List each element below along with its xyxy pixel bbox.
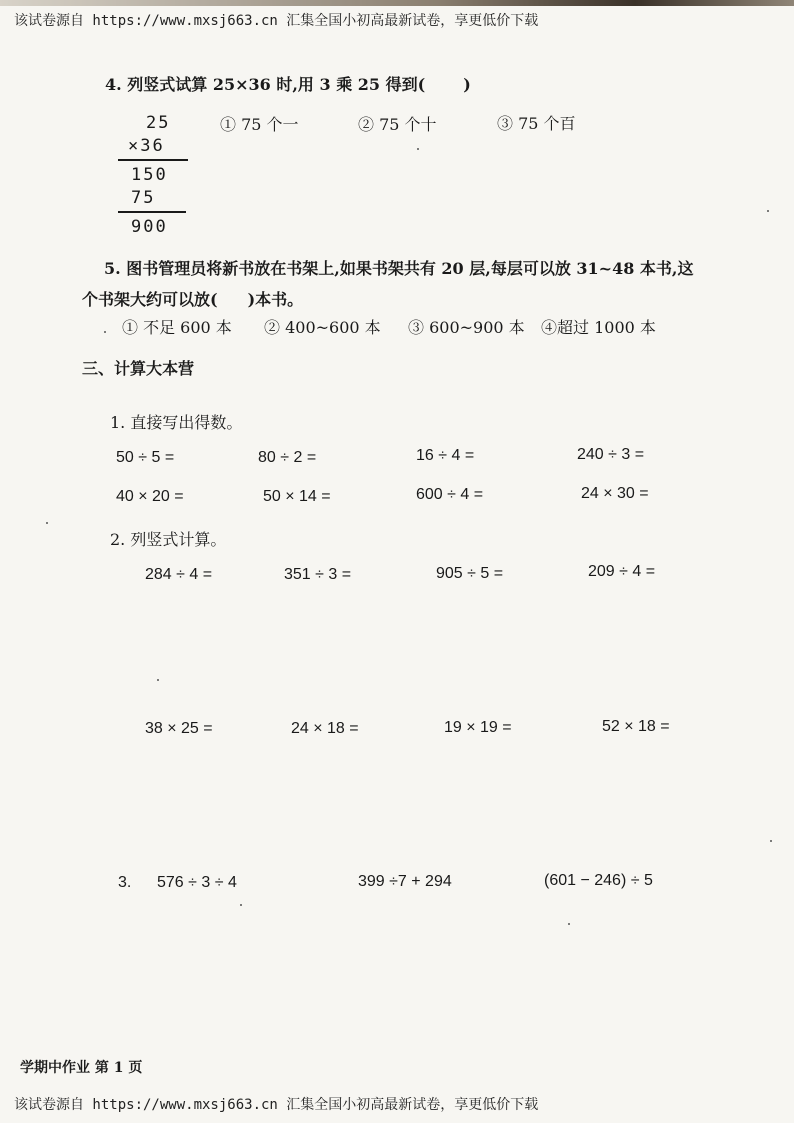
vertical-partial-2: 75: [131, 188, 156, 208]
part-2-title: 2. 列竖式计算。: [110, 530, 227, 549]
vertical-calc-6: 24 × 18 =: [291, 720, 359, 737]
watermark-bottom: 该试卷源自 https://www.mxsj663.cn 汇集全国小初高最新试卷，享更低价下载: [14, 1097, 539, 1113]
question-4-close: ): [463, 75, 471, 94]
q4-option-3[interactable]: ③ 75 个百: [497, 114, 576, 133]
q5-option-1[interactable]: ① 不足 600 本: [122, 318, 232, 337]
vertical-calc-5: 38 × 25 =: [145, 720, 213, 737]
oral-calc-4: 240 ÷ 3 =: [577, 446, 645, 463]
mixed-calc-3: (601 − 246) ÷ 5: [544, 872, 653, 889]
oral-calc-6: 50 × 14 =: [263, 488, 331, 505]
page-footer: 学期中作业 第 1 页: [20, 1060, 143, 1076]
mixed-calc-2: 399 ÷7 + 294: [358, 873, 452, 890]
vertical-rule-1: [118, 159, 188, 161]
question-5-text: 个书架大约可以放(: [82, 290, 218, 309]
vertical-calc-7: 19 × 19 =: [444, 719, 512, 736]
q5-option-4[interactable]: ④超过 1000 本: [541, 318, 656, 337]
scan-speck: [104, 331, 106, 333]
mixed-calc-1: 576 ÷ 3 ÷ 4: [157, 874, 237, 891]
scan-speck: [770, 840, 772, 842]
question-4-text: 4. 列竖式试算 25×36 时,用 3 乘 25 得到(: [105, 75, 426, 94]
scan-speck: [157, 679, 159, 681]
vertical-calc-2: 351 ÷ 3 =: [284, 566, 352, 583]
oral-calc-2: 80 ÷ 2 =: [258, 449, 317, 466]
scan-speck: [46, 522, 48, 524]
q5-option-3[interactable]: ③ 600~900 本: [408, 318, 525, 337]
q5-option-2[interactable]: ② 400~600 本: [264, 318, 381, 337]
scan-speck: [568, 923, 570, 925]
part-1-title: 1. 直接写出得数。: [110, 413, 243, 432]
vertical-partial-1: 150: [131, 165, 168, 185]
question-4: [105, 72, 471, 95]
vertical-calc-8: 52 × 18 =: [602, 718, 670, 735]
scan-speck: [417, 148, 419, 150]
vertical-multiplier: ×36: [128, 136, 165, 156]
vertical-calc-3: 905 ÷ 5 =: [436, 565, 504, 582]
oral-calc-1: 50 ÷ 5 =: [116, 449, 175, 466]
scan-top-edge: [0, 0, 794, 6]
vertical-rule-2: [118, 211, 186, 213]
section-3-title: 三、计算大本营: [82, 359, 195, 378]
vertical-result: 900: [131, 217, 168, 237]
part-3-label: 3.: [118, 874, 132, 891]
oral-calc-3: 16 ÷ 4 =: [416, 447, 475, 464]
scan-speck: [767, 210, 769, 212]
q4-option-2[interactable]: ② 75 个十: [358, 115, 437, 134]
vertical-calc-1: 284 ÷ 4 =: [145, 566, 213, 583]
watermark-top: 该试卷源自 https://www.mxsj663.cn 汇集全国小初高最新试卷，享更低价下载: [14, 13, 539, 29]
scan-speck: [240, 904, 242, 906]
vertical-calc-4: 209 ÷ 4 =: [588, 563, 656, 580]
oral-calc-8: 24 × 30 =: [581, 485, 649, 502]
question-5-tail: )本书。: [247, 290, 304, 309]
oral-calc-7: 600 ÷ 4 =: [416, 486, 484, 503]
oral-calc-5: 40 × 20 =: [116, 488, 184, 505]
question-5-line-2: [82, 287, 303, 310]
q4-option-1[interactable]: ① 75 个一: [220, 115, 299, 134]
question-5-line-1: 5. 图书管理员将新书放在书架上,如果书架共有 20 层,每层可以放 31~48 本书,这: [104, 259, 694, 278]
vertical-top-number: 25: [146, 113, 171, 133]
